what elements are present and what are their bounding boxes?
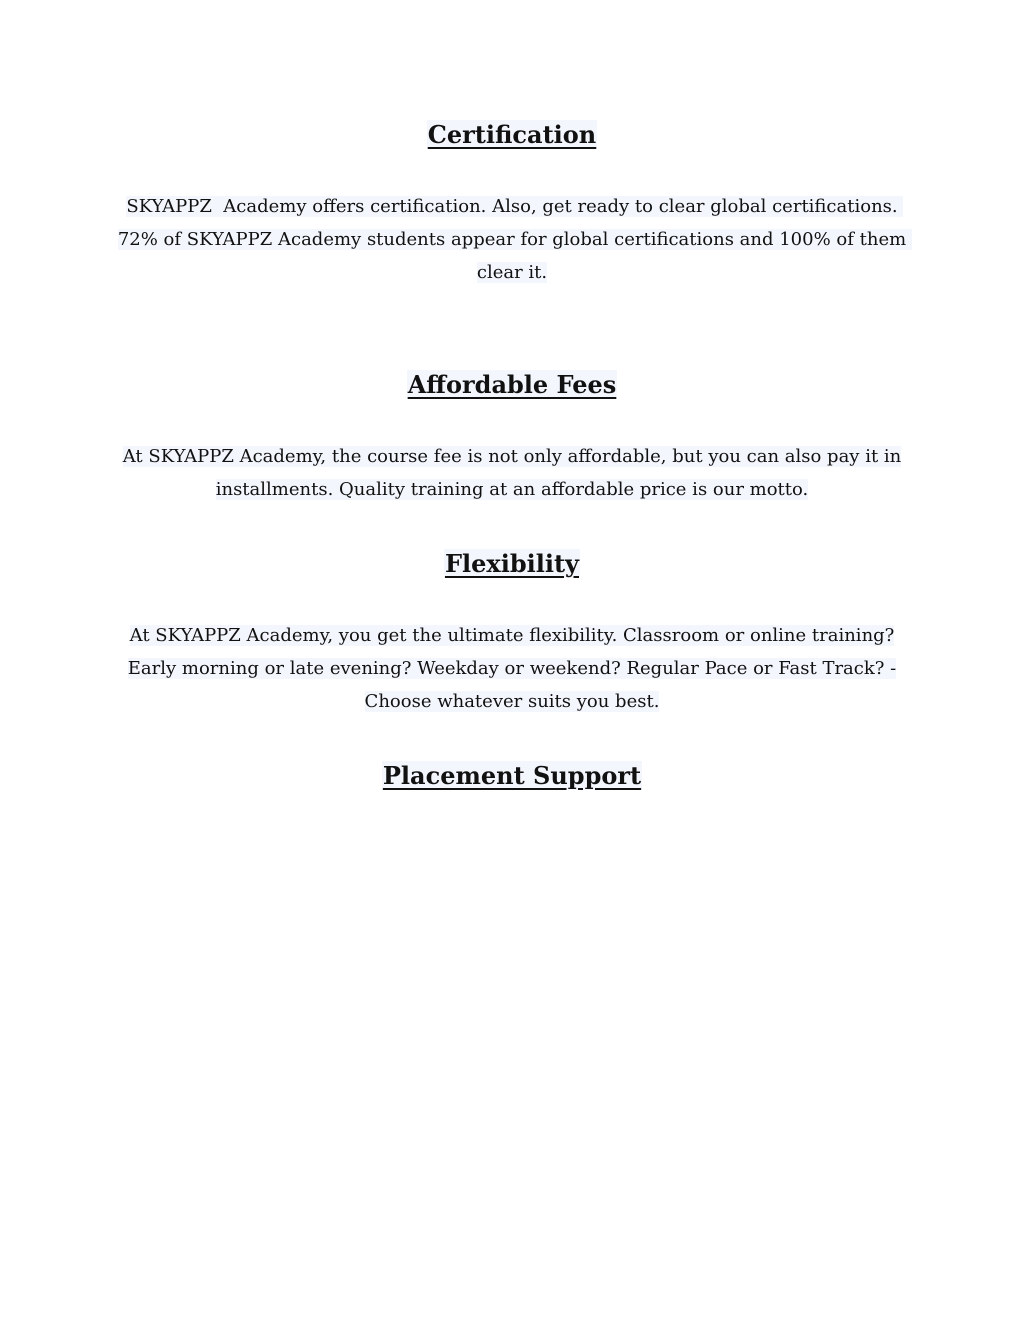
placement-support-heading	[0, 761, 1024, 791]
certification-heading	[0, 120, 1024, 150]
flexibility-paragraph-text: At SKYAPPZ Academy, you get the ultimate flexibility. Classroom or online training? Early morning or late evening? Weekday or weekend? Regular Pace or Fast Track? - Choose whatever suits you best.	[127, 625, 897, 712]
affordable-fees-heading-text: Affordable Fees	[407, 370, 617, 399]
affordable-fees-paragraph	[112, 440, 912, 506]
flexibility-paragraph	[112, 619, 912, 718]
certification-heading-text: Certification	[427, 120, 597, 149]
certification-paragraph-text: SKYAPPZ Academy offers certification. Also, get ready to clear global certifications. 72% of SKYAPPZ Academy students appear for global certifications and 100% of them clear it.	[117, 196, 912, 283]
flexibility-heading-text: Flexibility	[444, 549, 579, 578]
affordable-fees-paragraph-text: At SKYAPPZ Academy, the course fee is not only affordable, but you can also pay it in installments. Quality training at an affordable price is our motto.	[122, 446, 902, 500]
affordable-fees-heading	[0, 370, 1024, 400]
flexibility-heading	[0, 549, 1024, 579]
placement-support-heading-text: Placement Support	[382, 761, 642, 790]
certification-paragraph	[112, 190, 912, 289]
